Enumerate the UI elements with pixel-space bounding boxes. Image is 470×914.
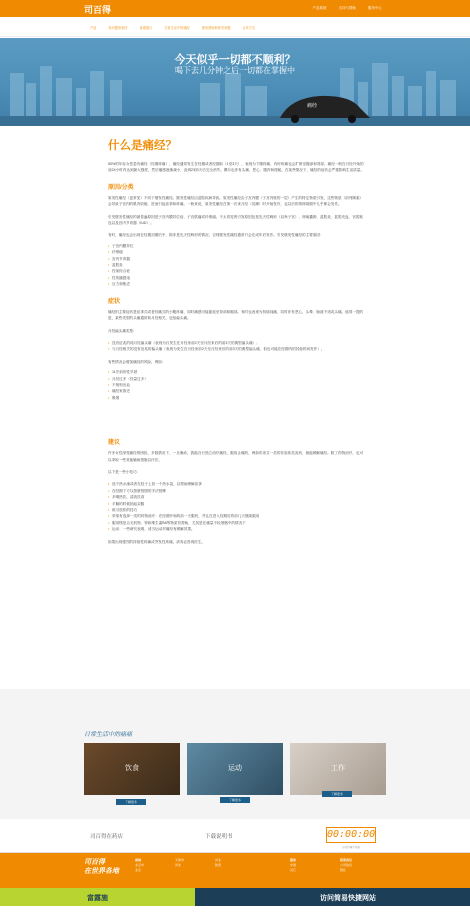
footer-column — [135, 858, 144, 873]
footer-link[interactable]: 北京市 — [135, 863, 145, 867]
tips-list — [108, 481, 364, 532]
intro-paragraph: 50%的年轻女性患有痛经（经期疼痛），痛经通常发生在经期或者经期前（1至3天），表现为下腹疼痛，有时疼痛也会扩散至腿部和背部。痛经一般在月经开始的前24小时内达到最大强度，然后痛感逐渐减小，直到2到3天后完全消失。偶尔也伴有头痛、恶心、腹泻和便秘。在某些情况下，痛经的症状会严重影响生活质量。 — [108, 162, 364, 173]
pharmacy-link[interactable]: 司百得在药店 — [90, 834, 124, 840]
world-title-text: 司百得 在世界各地 — [84, 859, 119, 875]
footer-link[interactable]: 河北 — [175, 863, 182, 867]
cause-paragraph: 有时，痛经也会出现在经期初期后中，除非是先天性畸形的情况，否则继发性痛经通常只会在成年后发作。引发继发性痛经的主要原因： — [108, 233, 324, 238]
footer-column — [290, 858, 296, 873]
brand-logo[interactable]: 司百得 — [84, 5, 112, 15]
list-item: • 吸烟 — [108, 395, 364, 401]
list-item: • 痛经家族史 — [108, 388, 364, 394]
card-diet[interactable] — [84, 743, 180, 795]
list-item: • 练习放松的技巧 — [108, 507, 364, 513]
list-item: • 服用镁复合无机物、锌和维生素B6等物质有帮助，尤其是在痛量不轻细胞中的情况下 — [108, 520, 364, 526]
world-title — [84, 858, 119, 876]
section-heading-advice: 建议 — [108, 440, 121, 447]
sub-nav-item[interactable]: 日常生活中的痛经 — [164, 26, 190, 30]
card-label: 饮食 — [125, 765, 139, 772]
top-nav — [313, 6, 383, 11]
list-item: • 纤维瘤 — [108, 249, 364, 255]
footer-link[interactable]: 陕西 — [215, 863, 222, 867]
footer-link[interactable]: 中国 — [290, 863, 297, 867]
cause-paragraph: 原发性痛经（更常见）不同于继发性痛经。继发性痛经由盆腔疾病导致。原发性痛经由子宫内膜（子宫内壁的一层）产生的特定物质引发，这些物质（前列腺素）会导致子宫内的肌肉收缩，进而引起痉挛和疼痛。一般来说，原发性痛经在第一次来月经（初潮）时开始发作，也以后的排卵周期中几乎都会发作。 — [108, 195, 364, 207]
top-bar — [0, 0, 470, 17]
pain-timer[interactable]: 00:00:00 — [326, 827, 376, 843]
list-item: • 月经过多（经量过多） — [108, 376, 364, 382]
footer-column-title: 服务 — [290, 858, 297, 862]
sub-nav-item[interactable]: 产品 — [90, 26, 97, 30]
footer-strip — [0, 820, 470, 853]
sub-nav-item[interactable]: 有问题请来信 — [108, 26, 128, 30]
list-item: • 运动：一些研究表明，适当运动对痛经有缓解效果。 — [108, 526, 364, 532]
footer-column — [215, 858, 221, 868]
tips-intro: 以下是一些小技巧： — [108, 469, 141, 474]
pain-timer-caption: 你的疼痛计时器 — [342, 846, 360, 849]
section-heading-symptom: 症状 — [108, 298, 121, 305]
hero-subtitle: 喝下去几分钟之后一切都在掌握中 — [175, 66, 295, 75]
footer-link[interactable]: 隐私 — [340, 868, 347, 872]
bottom-spacer — [0, 906, 470, 914]
headache-intro: 月经偏头痛类型: — [108, 328, 135, 333]
footer-column — [340, 858, 352, 873]
footer-link[interactable]: 河北 — [215, 858, 222, 862]
hero-tag: 痛经 — [307, 103, 318, 109]
footer-link[interactable]: 公司信息 — [340, 863, 353, 867]
list-item: • 11岁前的性早熟 — [108, 369, 364, 375]
partner-label: 富露施 — [87, 895, 108, 902]
list-item: • 多喝热饮，清淡饮食 — [108, 494, 364, 500]
list-item: • 经前综合症 — [108, 268, 364, 274]
list-item: • 选个热水澡或者在肚子上放一个热水袋，以帮助缓解痉挛 — [108, 481, 364, 487]
footer-link[interactable]: 北京 — [135, 868, 142, 872]
cause-paragraph: 引发继发性痛经的最普遍原因是子宫内膜异位症、子宫肌瘤或纤维瘤。不太常见的引发原因包括先天性畸形（双角子宫）、卵巢囊肿、盆腔炎、盆腔充血、宫腔粘连以及宫内节育器（IUD）。 — [108, 214, 364, 226]
sub-nav-item[interactable]: 合作方式 — [242, 26, 256, 30]
daily-life-section — [0, 689, 470, 819]
causes-list — [108, 243, 364, 288]
list-item: • 与月经相关的没有征兆的偏头痛（表现为发生在月经来前2天至月经来后的前3天的典型偏头痛，但也可能在经期内的其他时间发作）。 — [108, 346, 364, 352]
article — [108, 137, 364, 545]
symptom-paragraph: 痛经的主要症状是痉挛式或者绞痛式的小腹疼痛，同时痛感可能蔓延至背部和腿部。有时也表现为持续钝痛，同时伴有恶心、头晕、肠道不适或头痛。值得一提的是，某些类型的头痛通常和月经相关，包括偏头痛。 — [108, 309, 364, 321]
list-item: • 平躺的时候抬起双腿 — [108, 501, 364, 507]
footer-column-title: 商城 — [135, 858, 142, 862]
list-item: • 宫内节育器 — [108, 256, 364, 262]
sub-nav-item[interactable]: 食谱建议 — [139, 26, 153, 30]
card-work[interactable] — [290, 743, 386, 795]
card-label: 工作 — [331, 765, 345, 772]
top-nav-item[interactable]: 产品系统 — [312, 6, 327, 10]
advice-paragraph: 许多女性深受痛经的困扰，多数情况下，一旦确诊，我能自行独立治疗痛经，服用止痛药，例如布洛芬一类的非甾体抗炎药，就能缓解痛经。除了药物治疗，也可以采取一些其他辅助措施以疗法。 — [108, 451, 364, 462]
list-item: • 不规则出血 — [108, 382, 364, 388]
footer-orange — [0, 853, 470, 888]
list-item: • 压力和焦虑 — [108, 281, 364, 287]
article-title: 什么是痛经？ — [108, 140, 177, 152]
list-item: • 性传播感染 — [108, 275, 364, 281]
list-item: • 子宫内膜异位 — [108, 243, 364, 249]
section-heading-cause: 原因/分类 — [108, 184, 134, 191]
list-item: • 采取有选择一类的药物治疗：在经期开始的前一天服药，并且在进入经期后的前几天继续服用 — [108, 513, 364, 519]
closing-paragraph: 如果出现强烈的持续性疼痛或突发性疼痛，请务必咨询医生。 — [108, 539, 206, 544]
footer-link[interactable]: 天津市 — [175, 858, 185, 862]
top-nav-item[interactable]: 服务中心 — [368, 6, 382, 10]
list-item: • 在经期下方以按脐按圆的手法按摩 — [108, 488, 364, 494]
learn-more-button[interactable]: 了解更多 — [220, 797, 250, 803]
list-item: • 盆腔炎 — [108, 262, 364, 268]
download-leaflet-link[interactable]: 下载说明书 — [205, 834, 233, 840]
partner-banner[interactable] — [0, 888, 195, 906]
learn-more-button[interactable]: 了解更多 — [322, 791, 352, 797]
bottom-bar — [0, 888, 470, 914]
card-exercise[interactable] — [187, 743, 283, 795]
footer-column-title: 联系我们 — [340, 858, 353, 862]
top-nav-item[interactable]: 支持与帮助 — [338, 6, 356, 10]
risk-list — [108, 369, 364, 401]
headache-list — [108, 340, 364, 353]
quick-site-link[interactable]: 访问简易快捷网站 — [320, 895, 376, 902]
sub-nav — [0, 17, 470, 37]
sub-nav-item[interactable]: 使用帮助和常见问题 — [201, 26, 231, 30]
list-item: • 没有征兆的纯月经偏头痛（表现为仅发生在月经来前2天至月经来后的前3天的典型偏头痛）； — [108, 340, 364, 346]
learn-more-button[interactable]: 了解更多 — [116, 799, 146, 805]
card-label: 运动 — [228, 765, 242, 772]
daily-life-title: 日常生活中的痛痛 — [84, 732, 133, 738]
footer-column — [175, 858, 184, 868]
hero-banner — [0, 38, 470, 126]
footer-link[interactable]: 其它 — [290, 868, 297, 872]
hero-title: 今天似乎一切都不顺利？ — [174, 54, 296, 66]
risk-intro: 有些情况会增加痛经的风险，例如: — [108, 359, 163, 364]
